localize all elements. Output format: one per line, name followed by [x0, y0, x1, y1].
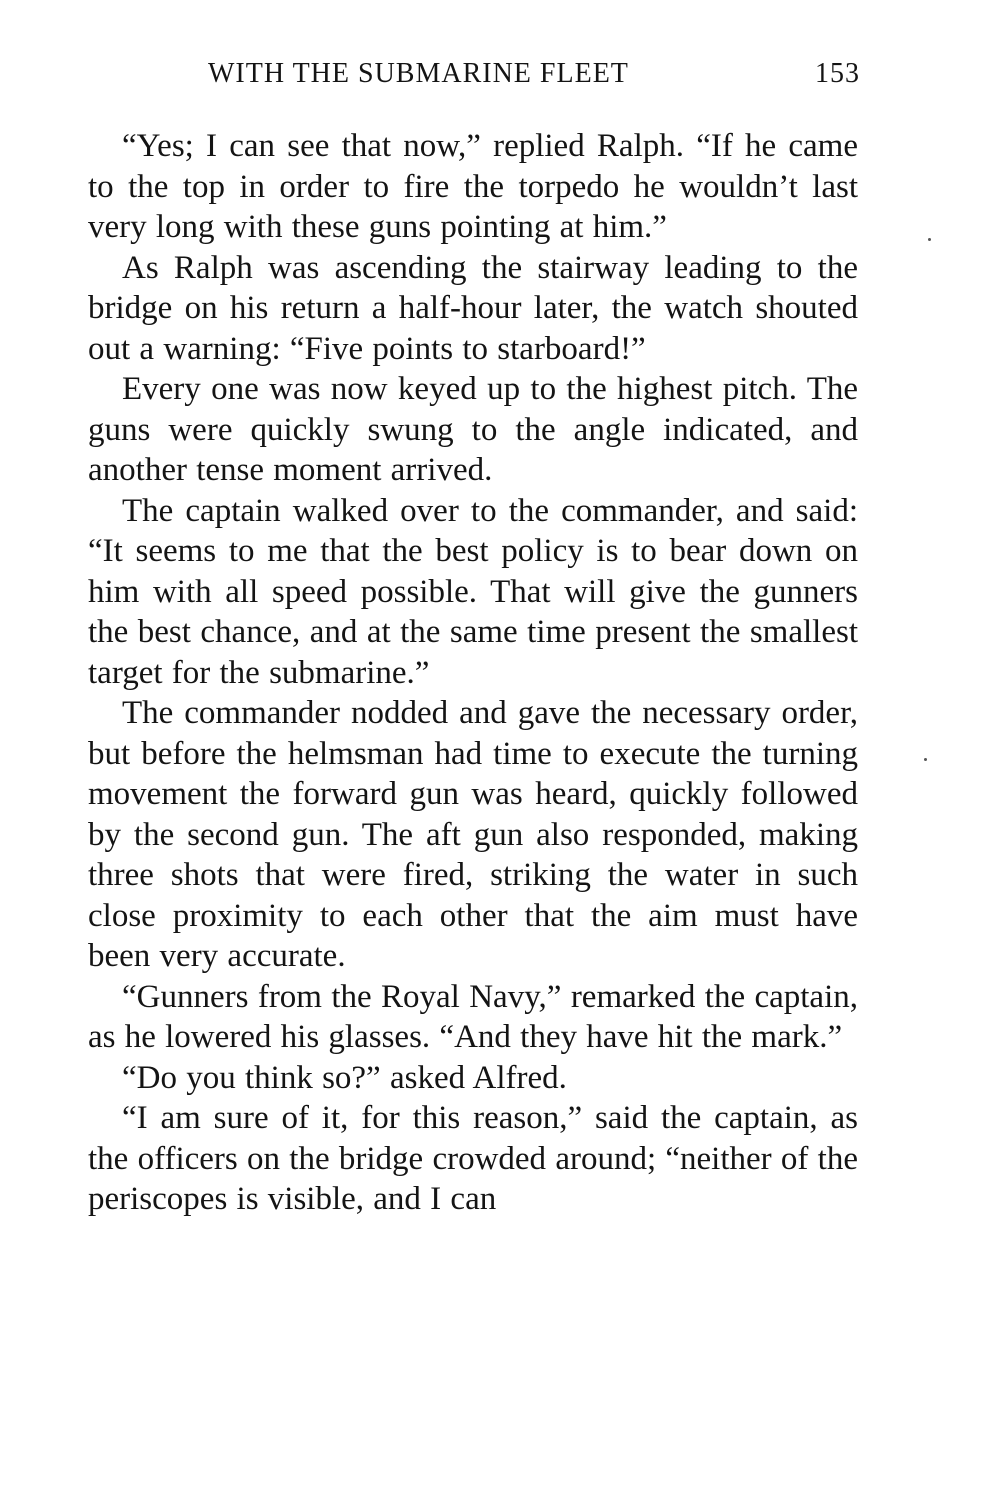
paragraph: “I am sure of it, for this reason,” said the captain, as the officers on the bridge crowded around; “neither of the periscopes is visible, and I can [88, 1100, 858, 1217]
paragraph: As Ralph was ascending the stairway leading to the bridge on his return a half-hour later, the watch shouted out a warning: “Five points to starboard!” [88, 249, 858, 367]
body-text [88, 126, 858, 1220]
running-head [208, 58, 860, 98]
page-number: 153 [815, 58, 860, 89]
scan-speck [924, 758, 927, 761]
paragraph: The captain walked over to the commander, and said: “It seems to me that the best policy is to bear down on him with all speed possible. That will give the gunners the best chance, and at the same time present the smallest target for the submarine.” [88, 492, 858, 691]
running-title: WITH THE SUBMARINE FLEET [208, 58, 629, 89]
paragraph: “Yes; I can see that now,” replied Ralph. “If he came to the top in order to fire the torpedo he wouldn’t last very long with these guns pointing at him.” [88, 128, 858, 245]
scan-speck [928, 238, 931, 241]
paragraph: Every one was now keyed up to the highest pitch. The guns were quickly swung to the angle indicated, and another tense moment arrived. [88, 371, 858, 488]
paragraph: The commander nodded and gave the necessary order, but before the helmsman had time to execute the turning movement the forward gun was heard, quickly followed by the second gun. The aft gun also responded, making three shots that were fired, striking the water in such close proximity to each other that the aim must have been very accurate. [88, 695, 858, 974]
paragraph: “Do you think so?” asked Alfred. [122, 1059, 567, 1096]
paragraph: “Gunners from the Royal Navy,” remarked the captain, as he lowered his glasses. “And they have hit the mark.” [88, 978, 858, 1055]
